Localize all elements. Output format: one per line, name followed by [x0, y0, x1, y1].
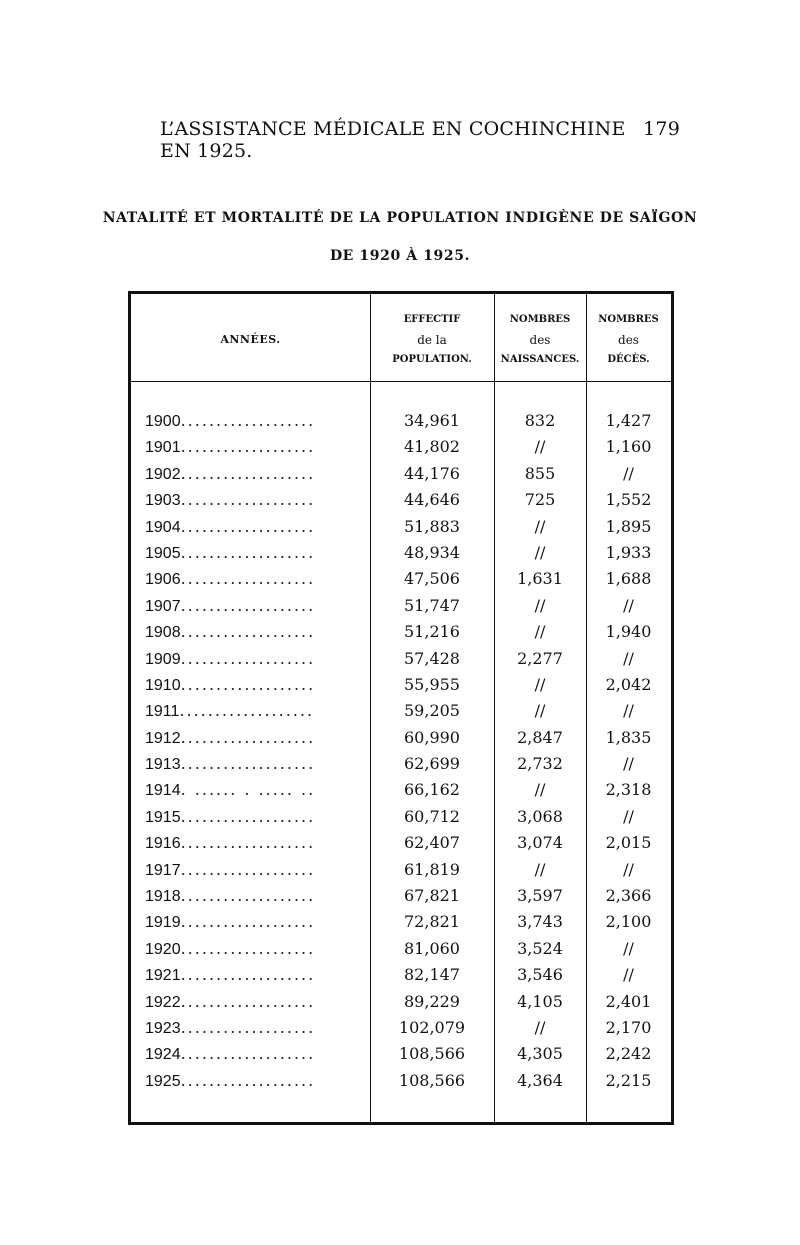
deces-cell: // [623, 806, 634, 826]
leader-dots: ................... [180, 886, 316, 906]
naissances-cell: 3,597 [517, 886, 563, 906]
year-cell [131, 514, 370, 540]
year-cell [131, 672, 370, 698]
effectif-cell: 60,712 [404, 806, 460, 826]
year-cell [131, 408, 370, 434]
leader-dots: ................... [180, 622, 316, 642]
deces-cell: 2,401 [605, 991, 652, 1011]
table-row [131, 619, 671, 645]
naissances-cell: 832 [524, 411, 556, 430]
leader-dots: ................... [180, 595, 316, 615]
naissances-cell: 4,364 [517, 1070, 563, 1090]
year-value: 1917 [145, 861, 181, 879]
effectif-cell: 72,821 [404, 912, 460, 932]
table-row [131, 830, 671, 856]
naissances-cell: 3,546 [517, 965, 563, 985]
leader-dots: ................... [180, 806, 316, 826]
deces-cell: 1,160 [605, 437, 652, 457]
leader-dots: ................... [180, 965, 316, 985]
naissances-cell: 3,068 [517, 806, 563, 826]
year-cell [131, 646, 370, 672]
leader-dots: ................... [180, 463, 316, 483]
naissances-cell: // [534, 437, 546, 457]
naissances-cell: 2,277 [517, 648, 563, 668]
effectif-cell: 82,147 [404, 965, 460, 985]
leader-dots: ................... [179, 701, 315, 721]
year-cell [131, 1068, 370, 1094]
effectif-cell: 41,802 [404, 437, 460, 457]
leader-dots: ................... [180, 912, 316, 932]
leader-dots: ................... [180, 674, 316, 694]
naissances-cell: 3,074 [517, 833, 563, 853]
naissances-cell: // [534, 1017, 546, 1037]
year-value: 1900 [145, 413, 181, 430]
year-cell [131, 461, 370, 487]
leader-dots: ................... [180, 490, 316, 510]
effectif-cell: 48,934 [404, 542, 460, 562]
statistics-table [128, 291, 674, 1125]
year-cell [131, 804, 370, 830]
year-value: 1915 [145, 808, 181, 826]
deces-cell: 1,835 [605, 727, 652, 747]
leader-dots: ................... [180, 516, 316, 536]
year-value: 1907 [145, 597, 181, 615]
leader-dots: ................... [180, 411, 316, 430]
column-header-line: EFFECTIF [403, 314, 461, 325]
column-header-line: des [529, 333, 551, 347]
column-header-line: NOMBRES [509, 314, 571, 325]
effectif-cell: 47,506 [404, 569, 460, 589]
year-value: 1901 [145, 439, 181, 457]
naissances-cell: // [534, 622, 546, 642]
naissances-cell: 3,524 [517, 938, 563, 958]
effectif-cell: 51,216 [404, 622, 460, 642]
deces-cell: // [623, 701, 634, 721]
year-value: 1920 [145, 940, 181, 958]
year-cell [131, 962, 370, 988]
running-title: L’ASSISTANCE MÉDICALE EN COCHINCHINE EN 1925. [160, 118, 626, 162]
effectif-cell: 62,407 [404, 833, 460, 853]
year-cell [131, 725, 370, 751]
table-row [131, 646, 671, 672]
deces-cell: 1,427 [605, 411, 652, 430]
effectif-cell: 81,060 [404, 938, 460, 958]
table-row [131, 989, 671, 1015]
table-row [131, 408, 671, 434]
naissances-cell: 725 [524, 490, 556, 510]
table-row [131, 461, 671, 487]
year-cell [131, 909, 370, 935]
year-value: 1903 [145, 492, 181, 510]
leader-dots: ................... [180, 833, 316, 853]
year-value: 1904 [145, 518, 181, 536]
deces-cell: // [623, 859, 634, 879]
effectif-cell: 51,747 [404, 595, 460, 615]
leader-dots: ................... [180, 569, 316, 589]
naissances-cell: // [534, 859, 546, 879]
column-header-line: POPULATION. [392, 354, 472, 365]
year-value: 1924 [145, 1046, 181, 1064]
year-value: 1914 [145, 782, 181, 800]
table-row [131, 1041, 671, 1067]
deces-cell: 1,895 [605, 516, 652, 536]
column-header-line: NAISSANCES. [500, 354, 580, 365]
effectif-cell: 102,079 [398, 1017, 466, 1037]
table-row [131, 1015, 671, 1041]
deces-cell: 1,933 [605, 542, 652, 562]
year-cell [131, 857, 370, 883]
leader-dots: ................... [180, 938, 316, 958]
column-header-annees: ANNÉES. [220, 333, 281, 346]
year-cell [131, 434, 370, 460]
naissances-cell: // [534, 674, 546, 694]
column-header-line: des [618, 333, 639, 347]
year-value: 1925 [145, 1072, 181, 1090]
effectif-cell: 62,699 [404, 754, 460, 774]
running-header [160, 118, 680, 162]
naissances-cell: 2,847 [517, 727, 563, 747]
year-cell [131, 540, 370, 566]
year-cell [131, 777, 370, 803]
deces-cell: 2,242 [605, 1044, 652, 1064]
deces-cell: 2,318 [605, 780, 652, 800]
effectif-cell: 66,162 [404, 780, 460, 800]
table-row [131, 434, 671, 460]
year-cell [131, 619, 370, 645]
naissances-cell: // [534, 516, 546, 536]
year-value: 1919 [145, 914, 181, 932]
leader-dots: ................... [180, 754, 316, 774]
table-row [131, 936, 671, 962]
table-subtitle: DE 1920 À 1925. [329, 248, 471, 264]
leader-dots: ................... [180, 437, 316, 457]
leader-dots: ................... [180, 859, 316, 879]
table-row [131, 698, 671, 724]
effectif-cell: 60,990 [404, 727, 460, 747]
column-header-line: NOMBRES [598, 314, 659, 325]
year-value: 1916 [145, 835, 181, 853]
naissances-cell: // [534, 780, 546, 800]
effectif-cell: 89,229 [404, 991, 460, 1011]
year-value: 1902 [145, 465, 181, 483]
year-cell [131, 830, 370, 856]
deces-cell: 2,170 [605, 1017, 652, 1037]
column-header-effectif [370, 310, 494, 370]
leader-dots: ................... [180, 1070, 316, 1090]
deces-cell: 1,688 [605, 569, 652, 589]
table-row [131, 566, 671, 592]
page-number: 179 [643, 118, 680, 140]
column-header-line: DÉCÈS. [607, 354, 650, 365]
year-value: 1910 [145, 676, 181, 694]
deces-cell: 2,366 [605, 886, 652, 906]
naissances-cell: 1,631 [517, 569, 563, 589]
effectif-cell: 55,955 [404, 674, 460, 694]
table-row [131, 777, 671, 803]
table-row [131, 487, 671, 513]
year-cell [131, 989, 370, 1015]
year-cell [131, 936, 370, 962]
deces-cell: // [623, 595, 634, 615]
header-divider [131, 381, 671, 382]
table-row [131, 751, 671, 777]
table-row [131, 672, 671, 698]
deces-cell: // [623, 938, 634, 958]
year-value: 1913 [145, 756, 181, 774]
leader-dots: ................... [180, 648, 316, 668]
naissances-cell: 4,305 [517, 1044, 563, 1064]
table-row [131, 514, 671, 540]
year-value: 1906 [145, 571, 181, 589]
deces-cell: 2,015 [605, 833, 652, 853]
deces-cell: 2,042 [605, 674, 652, 694]
naissances-cell: 2,732 [517, 754, 563, 774]
effectif-cell: 108,566 [398, 1070, 466, 1090]
table-row [131, 1068, 671, 1094]
leader-dots: ................... [180, 727, 316, 747]
column-header-deces [586, 310, 671, 370]
leader-dots: ................... [180, 1044, 316, 1064]
deces-cell: 2,215 [605, 1070, 652, 1090]
year-cell [131, 487, 370, 513]
table-title: NATALITÉ ET MORTALITÉ DE LA POPULATION INDIGÈNE DE SAÏGON [102, 210, 698, 226]
effectif-cell: 67,821 [404, 886, 460, 906]
naissances-cell: 855 [524, 463, 556, 483]
year-value: 1911 [145, 703, 180, 721]
year-cell [131, 883, 370, 909]
deces-cell: 1,940 [605, 622, 652, 642]
year-cell [131, 698, 370, 724]
table-row [131, 909, 671, 935]
year-cell [131, 751, 370, 777]
year-cell [131, 1041, 370, 1067]
deces-cell: // [623, 965, 634, 985]
effectif-cell: 51,883 [404, 516, 460, 536]
year-cell [131, 593, 370, 619]
deces-cell: // [623, 754, 634, 774]
naissances-cell: 3,743 [517, 912, 563, 932]
leader-dots: ................... [180, 1017, 316, 1037]
table-row [131, 540, 671, 566]
effectif-cell: 57,428 [404, 648, 460, 668]
effectif-cell: 59,205 [404, 701, 460, 721]
leader-dots: . ...... . ..... .. [180, 780, 316, 800]
deces-cell: // [623, 463, 634, 483]
year-value: 1921 [145, 967, 181, 985]
deces-cell: 1,552 [605, 490, 652, 510]
year-cell [131, 566, 370, 592]
leader-dots: ................... [180, 991, 316, 1011]
table-row [131, 725, 671, 751]
year-value: 1909 [145, 650, 181, 668]
year-cell [131, 1015, 370, 1041]
naissances-cell: // [534, 701, 546, 721]
effectif-cell: 108,566 [398, 1044, 466, 1064]
naissances-cell: // [534, 542, 546, 562]
table-row [131, 593, 671, 619]
year-value: 1908 [145, 624, 181, 642]
year-value: 1922 [145, 993, 181, 1011]
effectif-cell: 34,961 [404, 411, 460, 430]
effectif-cell: 44,646 [404, 490, 460, 510]
effectif-cell: 61,819 [404, 859, 460, 879]
year-value: 1912 [145, 729, 181, 747]
column-header-naissances [494, 310, 586, 370]
year-value: 1905 [145, 544, 181, 562]
deces-cell: 2,100 [605, 912, 652, 932]
naissances-cell: // [534, 595, 546, 615]
naissances-cell: 4,105 [517, 991, 563, 1011]
table-row [131, 857, 671, 883]
year-value: 1923 [145, 1019, 181, 1037]
table-row [131, 962, 671, 988]
table-body [131, 408, 671, 1094]
effectif-cell: 44,176 [404, 463, 460, 483]
table-row [131, 804, 671, 830]
deces-cell: // [623, 648, 634, 668]
year-value: 1918 [145, 888, 181, 906]
column-header-line: de la [417, 333, 447, 347]
table-row [131, 883, 671, 909]
leader-dots: ................... [180, 542, 316, 562]
